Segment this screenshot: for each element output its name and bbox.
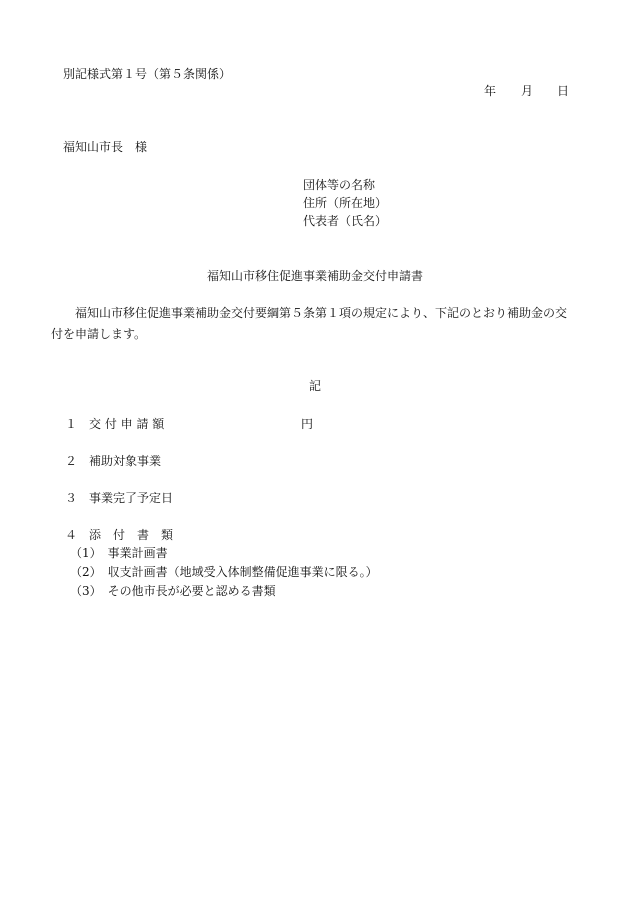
date-month-label: 月 xyxy=(521,84,534,98)
item-1-yen-unit: 円 xyxy=(301,417,314,431)
applicant-address-label: 住所（所在地） xyxy=(303,196,388,210)
item-2-label: ２ 補助対象事業 xyxy=(65,454,162,468)
applicant-representative-label: 代表者（氏名） xyxy=(303,214,388,228)
date-day-label: 日 xyxy=(557,84,570,98)
applicant-org-name-label: 団体等の名称 xyxy=(303,178,376,192)
form-number: 別記様式第１号（第５条関係） xyxy=(63,67,232,81)
item-4-label: ４ 添 付 書 類 xyxy=(65,528,174,542)
body-line-2: 付を申請します。 xyxy=(51,327,147,341)
attachment-2: （2） 収支計画書（地域受入体制整備促進事業に限る。） xyxy=(70,565,378,579)
attachment-1: （1） 事業計画書 xyxy=(70,546,168,560)
body-line-1: 福知山市移住促進事業補助金交付要綱第５条第１項の規定により、下記のとおり補助金の交 xyxy=(75,306,568,320)
attachment-3: （3） その他市長が必要と認める書類 xyxy=(70,584,276,598)
item-3-label: ３ 事業完了予定日 xyxy=(65,491,174,505)
document-title: 福知山市移住促進事業補助金交付申請書 xyxy=(207,269,424,283)
ki-heading: 記 xyxy=(309,379,322,393)
body-paragraph xyxy=(51,303,575,345)
addressee: 福知山市長 様 xyxy=(63,140,148,154)
item-1-label: １ 交 付 申 請 額 xyxy=(65,417,165,431)
date-year-label: 年 xyxy=(484,84,497,98)
